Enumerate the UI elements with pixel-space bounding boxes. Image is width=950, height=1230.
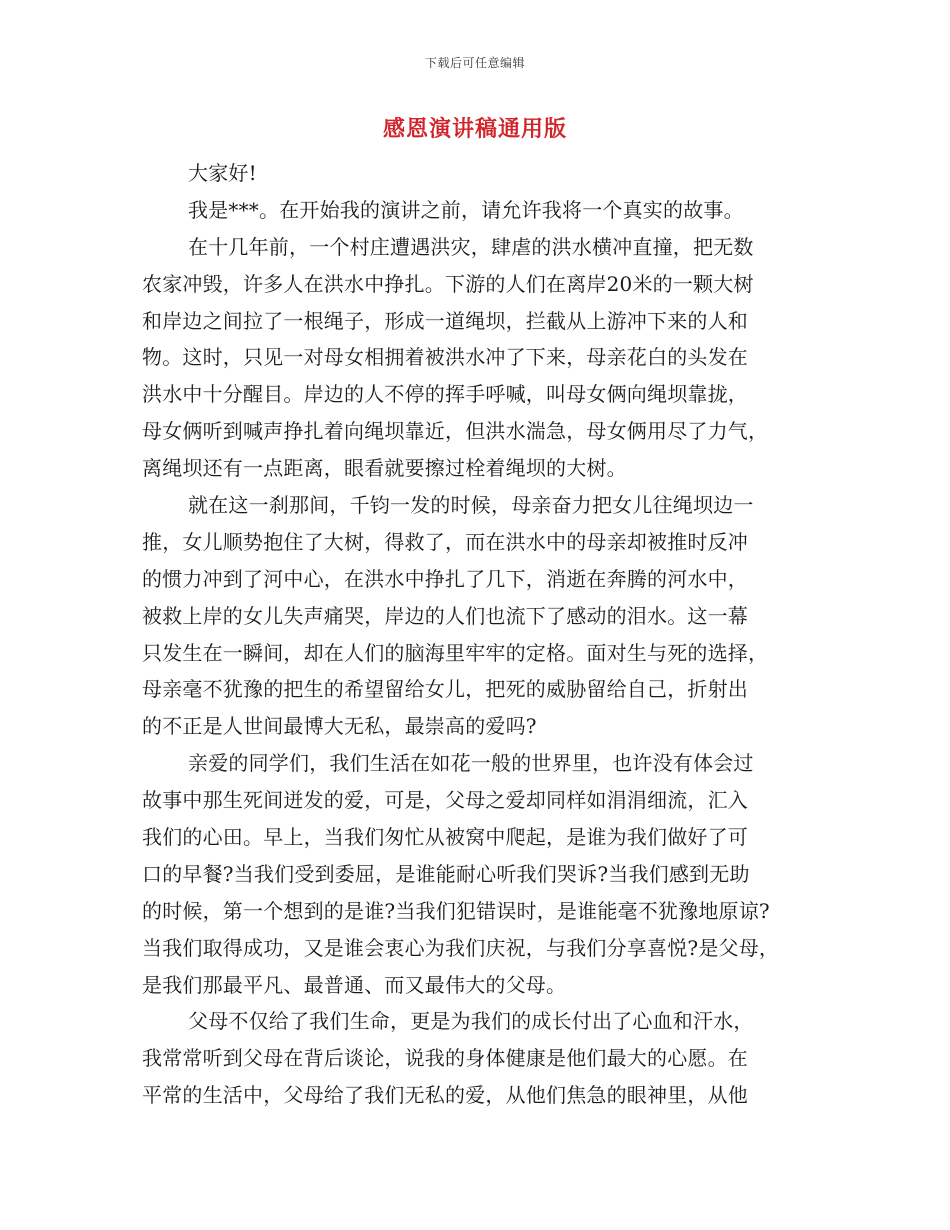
- text-line: 口的早餐?当我们受到委屈，是谁能耐心听我们哭诉?当我们感到无助: [142, 861, 750, 886]
- text-line: 大家好!: [188, 161, 257, 185]
- document-title: 感恩演讲稿通用版: [382, 116, 567, 142]
- text-line: 我是***。在开始我的演讲之前，请允许我将一个真实的故事。: [188, 197, 744, 222]
- text-line: 故事中那生死间迸发的爱，可是，父母之爱却同样如涓涓细流，汇入: [142, 788, 748, 813]
- text-line: 我常常听到父母在背后谈论，说我的身体健康是他们最大的心愿。在: [142, 1046, 748, 1071]
- text-line: 的时候，第一个想到的是谁?当我们犯错误时，是谁能毫不犹豫地原谅?: [142, 898, 770, 923]
- text-line: 和岸边之间拉了一根绳子，形成一道绳坝，拦截从上游冲下来的人和: [142, 308, 748, 333]
- text-line: 推，女儿顺势抱住了大树，得救了，而在洪水中的母亲却被推时反冲: [142, 529, 748, 554]
- text-line: 我们的心田。早上，当我们匆忙从被窝中爬起，是谁为我们做好了可: [142, 825, 748, 850]
- text-line: 的不正是人世间最博大无私，最崇高的爱吗?: [142, 714, 537, 739]
- text-line: 在十几年前，一个村庄遭遇洪灾，肆虐的洪水横冲直撞，把无数: [188, 234, 754, 259]
- text-line: 当我们取得成功，又是谁会衷心为我们庆祝，与我们分享喜悦?是父母，: [142, 935, 780, 960]
- text-line: 离绳坝还有一点距离，眼看就要擦过栓着绳坝的大树。: [142, 456, 627, 481]
- text-line: 母女俩听到喊声挣扎着向绳坝靠近，但洪水湍急，母女俩用尽了力气，: [142, 419, 769, 444]
- text-line: 被救上岸的女儿失声痛哭，岸边的人们也流下了感动的泪水。这一幕: [142, 603, 748, 628]
- text-line: 的惯力冲到了河中心，在洪水中挣扎了几下，消逝在奔腾的河水中，: [142, 566, 748, 591]
- text-line: 农家冲毁，许多人在洪水中挣扎。下游的人们在离岸20米的一颗大树: [142, 271, 754, 296]
- text-line: 母亲毫不犹豫的把生的希望留给女儿，把死的威胁留给自己，折射出: [142, 677, 748, 702]
- text-line: 洪水中十分醒目。岸边的人不停的挥手呼喊，叫母女俩向绳坝靠拢，: [142, 382, 748, 407]
- text-line: 平常的生活中，父母给了我们无私的爱，从他们焦急的眼神里，从他: [142, 1083, 748, 1108]
- text-line: 只发生在一瞬间，却在人们的脑海里牢牢的定格。面对生与死的选择，: [142, 640, 769, 665]
- text-line: 父母不仅给了我们生命，更是为我们的成长付出了心血和汗水，: [188, 1009, 754, 1034]
- text-line: 亲爱的同学们，我们生活在如花一般的世界里，也许没有体会过: [188, 751, 754, 776]
- document-body: [142, 155, 812, 1114]
- page-header: 下载后可任意编辑: [424, 56, 525, 70]
- text-line: 是我们那最平凡、最普通、而又最伟大的父母。: [142, 972, 567, 997]
- text-line: 物。这时，只见一对母女相拥着被洪水冲了下来，母亲花白的头发在: [142, 345, 748, 370]
- text-line: 就在这一刹那间，千钧一发的时候，母亲奋力把女儿往绳坝边一: [188, 493, 754, 518]
